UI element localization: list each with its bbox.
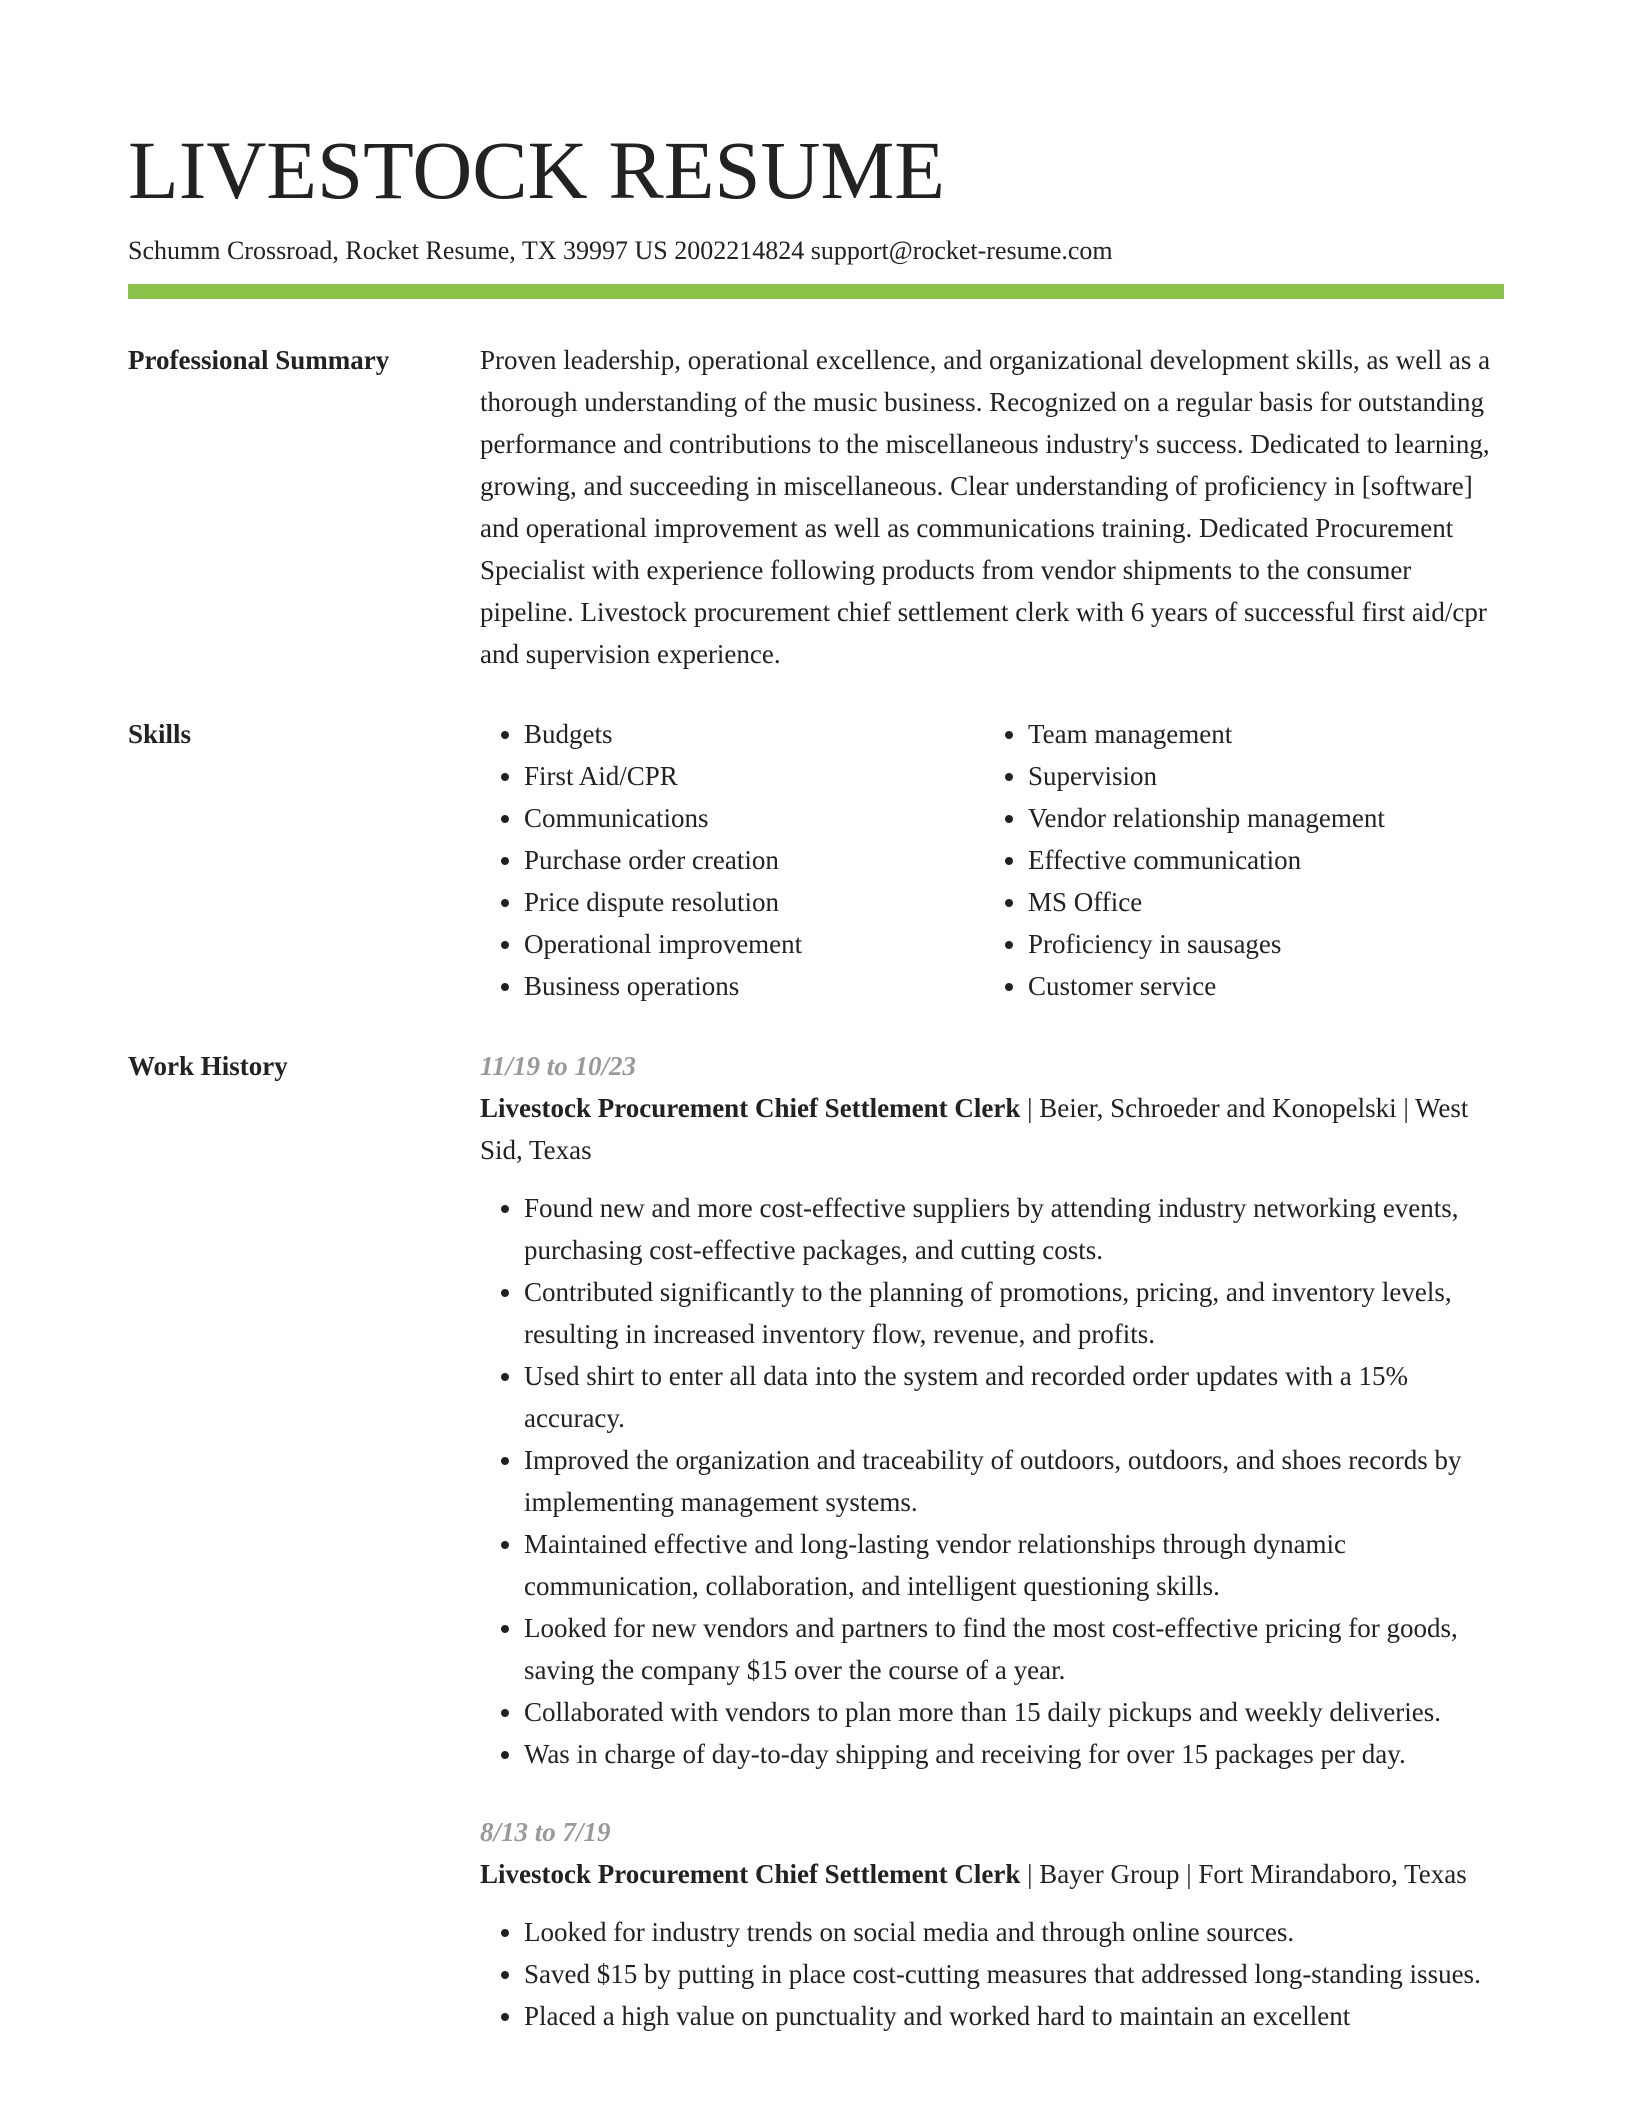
skills-list-right xyxy=(984,713,1488,1007)
job-entry xyxy=(480,1045,1504,1775)
job-bullets xyxy=(480,1911,1504,2037)
skill-item: • Team management xyxy=(1028,713,1488,755)
job-employer-location: | Beier, Schroeder and Konopelski | West Sid, Texas xyxy=(480,1093,1469,1165)
job-dates: 11/19 to 10/23 xyxy=(480,1051,637,1081)
job-bullet: • Found new and more cost-effective suppliers by attending industry networking events, purchasing cost-effective packages, and cutting costs. xyxy=(524,1187,1504,1271)
job-bullet: • Improved the organization and traceability of outdoors, outdoors, and shoes records by implementing management systems. xyxy=(524,1439,1504,1523)
job-bullet: • Placed a high value on punctuality and worked hard to maintain an excellent xyxy=(524,1995,1504,2037)
job-bullet: • Used shirt to enter all data into the system and recorded order updates with a 15% accuracy. xyxy=(524,1355,1504,1439)
skill-item: • Proficiency in sausages xyxy=(1028,923,1488,965)
skill-item: • Operational improvement xyxy=(524,923,984,965)
job-heading xyxy=(480,1087,1504,1171)
section-label-skills: Skills xyxy=(128,719,192,749)
job-bullets xyxy=(480,1187,1504,1775)
skills-content xyxy=(480,713,1504,1007)
skills-section xyxy=(128,713,1504,1007)
skills-list-left xyxy=(480,713,984,1007)
job-bullet: • Looked for new vendors and partners to find the most cost-effective pricing for goods, saving the company $15 over the course of a year. xyxy=(524,1607,1504,1691)
resume-page xyxy=(128,120,1504,2073)
skill-item: • Budgets xyxy=(524,713,984,755)
summary-content xyxy=(480,339,1504,675)
skills-grid xyxy=(480,713,1504,1007)
skill-item: • Customer service xyxy=(1028,965,1488,1007)
skill-item: • First Aid/CPR xyxy=(524,755,984,797)
skill-item: • Business operations xyxy=(524,965,984,1007)
job-bullet: • Contributed significantly to the planning of promotions, pricing, and inventory levels, resulting in increased inventory flow, revenue, and profits. xyxy=(524,1271,1504,1355)
job-employer-location: | Bayer Group | Fort Mirandaboro, Texas xyxy=(1020,1859,1467,1889)
job-title: Livestock Procurement Chief Settlement Clerk xyxy=(480,1093,1021,1123)
work-history-section xyxy=(128,1045,1504,2073)
job-bullet: • Collaborated with vendors to plan more than 15 daily pickups and weekly deliveries. xyxy=(524,1691,1504,1733)
section-label-work: Work History xyxy=(128,1051,288,1081)
resume-title: LIVESTOCK RESUME xyxy=(128,124,945,216)
job-bullet: • Saved $15 by putting in place cost-cutting measures that addressed long-standing issues. xyxy=(524,1953,1504,1995)
job-bullet: • Was in charge of day-to-day shipping and receiving for over 15 packages per day. xyxy=(524,1733,1504,1775)
job-title: Livestock Procurement Chief Settlement Clerk xyxy=(480,1859,1021,1889)
skill-item: • Communications xyxy=(524,797,984,839)
skill-item: • Supervision xyxy=(1028,755,1488,797)
job-dates: 8/13 to 7/19 xyxy=(480,1817,611,1847)
skill-item: • Vendor relationship management xyxy=(1028,797,1488,839)
job-bullet: • Maintained effective and long-lasting vendor relationships through dynamic communication, collaboration, and intelligent questioning skills. xyxy=(524,1523,1504,1607)
job-entry xyxy=(480,1811,1504,2037)
skill-item: • Price dispute resolution xyxy=(524,881,984,923)
skill-item: • MS Office xyxy=(1028,881,1488,923)
summary-section xyxy=(128,339,1504,675)
skill-item: • Effective communication xyxy=(1028,839,1488,881)
summary-text: Proven leadership, operational excellence, and organizational development skills, as well as a thorough understanding of the music business. Recognized on a regular basis for outstanding performance and contributions to the miscellaneous industry's success. Dedicated to learning, growing, and succeeding in miscellaneous. Clear understanding of proficiency in [software] and operational improvement as well as communications training. Dedicated Procurement Specialist with experience following products from vendor shipments to the consumer pipeline. Livestock procurement chief settlement clerk with 6 years of successful first aid/cpr and supervision experience. xyxy=(480,345,1491,669)
job-heading xyxy=(480,1853,1504,1895)
section-label-summary: Professional Summary xyxy=(128,345,390,375)
work-content xyxy=(480,1045,1504,2073)
skill-item: • Purchase order creation xyxy=(524,839,984,881)
contact-line: Schumm Crossroad, Rocket Resume, TX 39997 US 2002214824 support@rocket-resume.com xyxy=(128,236,1113,265)
job-bullet: • Looked for industry trends on social media and through online sources. xyxy=(524,1911,1504,1953)
accent-divider xyxy=(128,284,1504,299)
